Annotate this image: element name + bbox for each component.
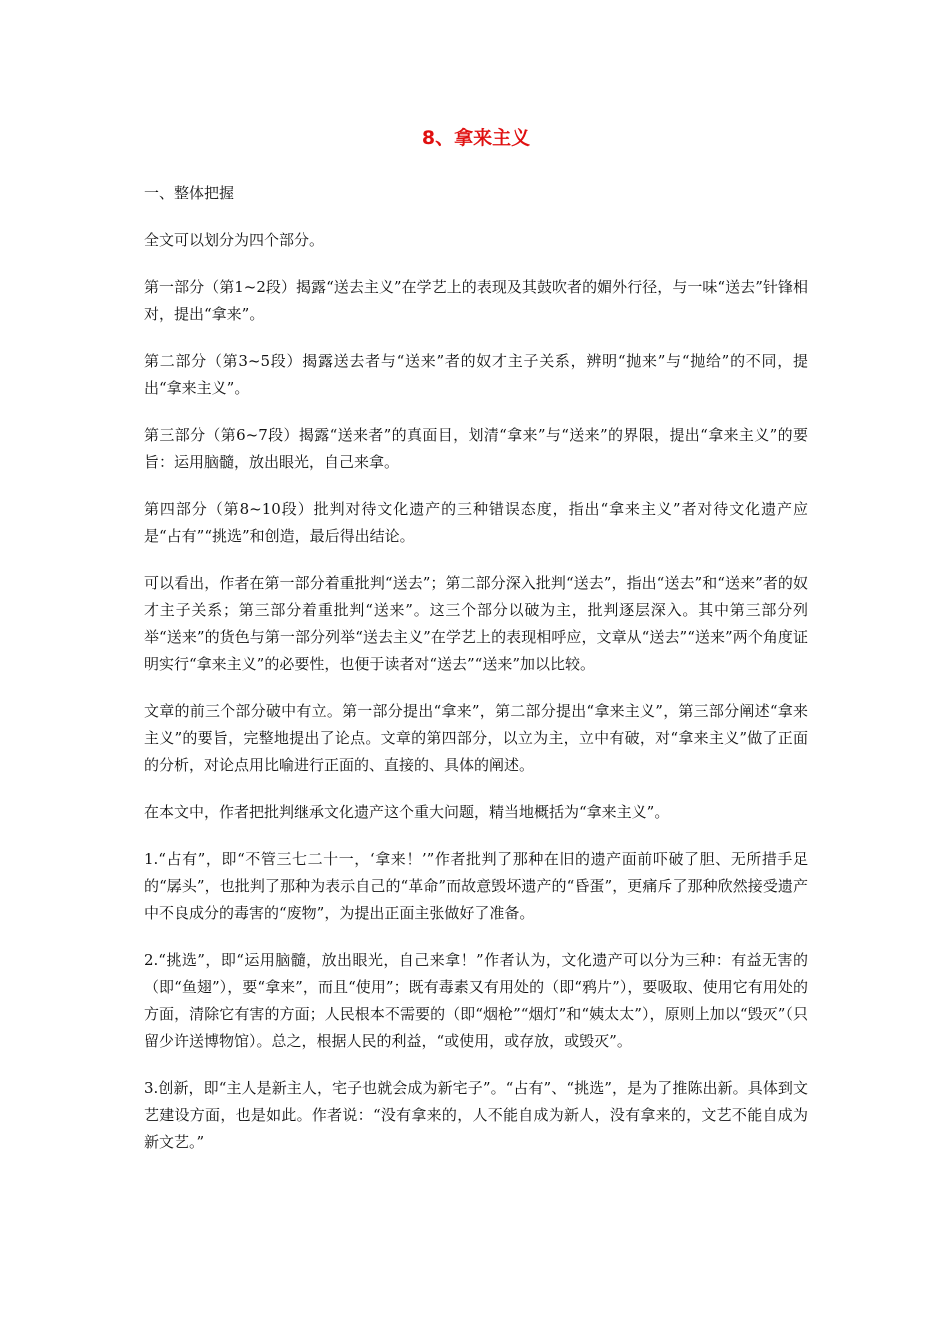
paragraph-analysis-breaking: 可以看出，作者在第一部分着重批判“送去”；第二部分深入批判“送去”，指出“送去”和“送来”者的奴才主子关系；第三部分着重批判“送来”。这三个部分以破为主，批判逐层深入。其中第三部分列举“送来”的货色与第一部分列举“送去主义”在学艺上的表现相呼应，文章从“送去”“送来”两个角度证明实行“拿来主义”的必要性，也便于读者对“送去”“送来”加以比较。: [144, 574, 808, 673]
paragraph-part-four: 第四部分（第8~10段）批判对待文化遗产的三种错误态度，指出“拿来主义”者对待文化遗产应是“占有”“挑选”和创造，最后得出结论。: [144, 500, 808, 545]
list-item-select: 2.“挑选”，即“运用脑髓，放出眼光，自己来拿！”作者认为，文化遗产可以分为三种：有益无害的（即“鱼翅”），要“拿来”，而且“使用”；既有毒素又有用处的（即“鸦片”），要吸取、使用它有用处的方面，清除它有害的方面；人民根本不需要的（即“烟枪”“烟灯”和“姨太太”），原则上加以“毁灭”（只留少许送博物馆）。总之，根据人民的利益，“或使用，或存放，或毁灭”。: [144, 951, 808, 1050]
document-page: [144, 118, 808, 1176]
paragraph-analysis-establishing: 文章的前三个部分破中有立。第一部分提出“拿来”，第二部分提出“拿来主义”，第三部分阐述“拿来主义”的要旨，完整地提出了论点。文章的第四部分，以立为主，立中有破，对“拿来主义”做了正面的分析，对论点用比喻进行正面的、直接的、具体的阐述。: [144, 702, 808, 774]
paragraph-summary: 在本文中，作者把批判继承文化遗产这个重大问题，精当地概括为“拿来主义”。: [144, 803, 670, 821]
list-item-innovate: 3.创新，即“主人是新主人，宅子也就会成为新宅子”。“占有”、“挑选”，是为了推陈出新。具体到文艺建设方面，也是如此。作者说：“没有拿来的，人不能自成为新人，没有拿来的，文艺不能自成为新文艺。”: [144, 1079, 808, 1151]
page-title: 8、拿来主义: [421, 127, 531, 149]
paragraph-part-one: 第一部分（第1~2段）揭露“送去主义”在学艺上的表现及其鼓吹者的媚外行径，与一味“送去”针锋相对，提出“拿来”。: [144, 278, 808, 323]
list-item-occupy: 1.“占有”，即“不管三七二十一，‘拿来！’”作者批判了那种在旧的遗产面前吓破了胆、无所措手足的“孱头”，也批判了那种为表示自己的“革命”而故意毁坏遗产的“昏蛋”，更痛斥了那种欣然接受遗产中不良成分的毒害的“废物”，为提出正面主张做好了准备。: [144, 850, 808, 922]
paragraph-part-three: 第三部分（第6~7段）揭露“送来者”的真面目，划清“拿来”与“送来”的界限，提出“拿来主义”的要旨：运用脑髓，放出眼光，自己来拿。: [144, 426, 808, 471]
paragraph-overview: 全文可以划分为四个部分。: [144, 231, 325, 249]
section-heading: 一、整体把握: [144, 184, 235, 202]
paragraph-part-two: 第二部分（第3~5段）揭露送去者与“送来”者的奴才主子关系，辨明“抛来”与“抛给”的不同，提出“拿来主义”。: [144, 352, 808, 397]
